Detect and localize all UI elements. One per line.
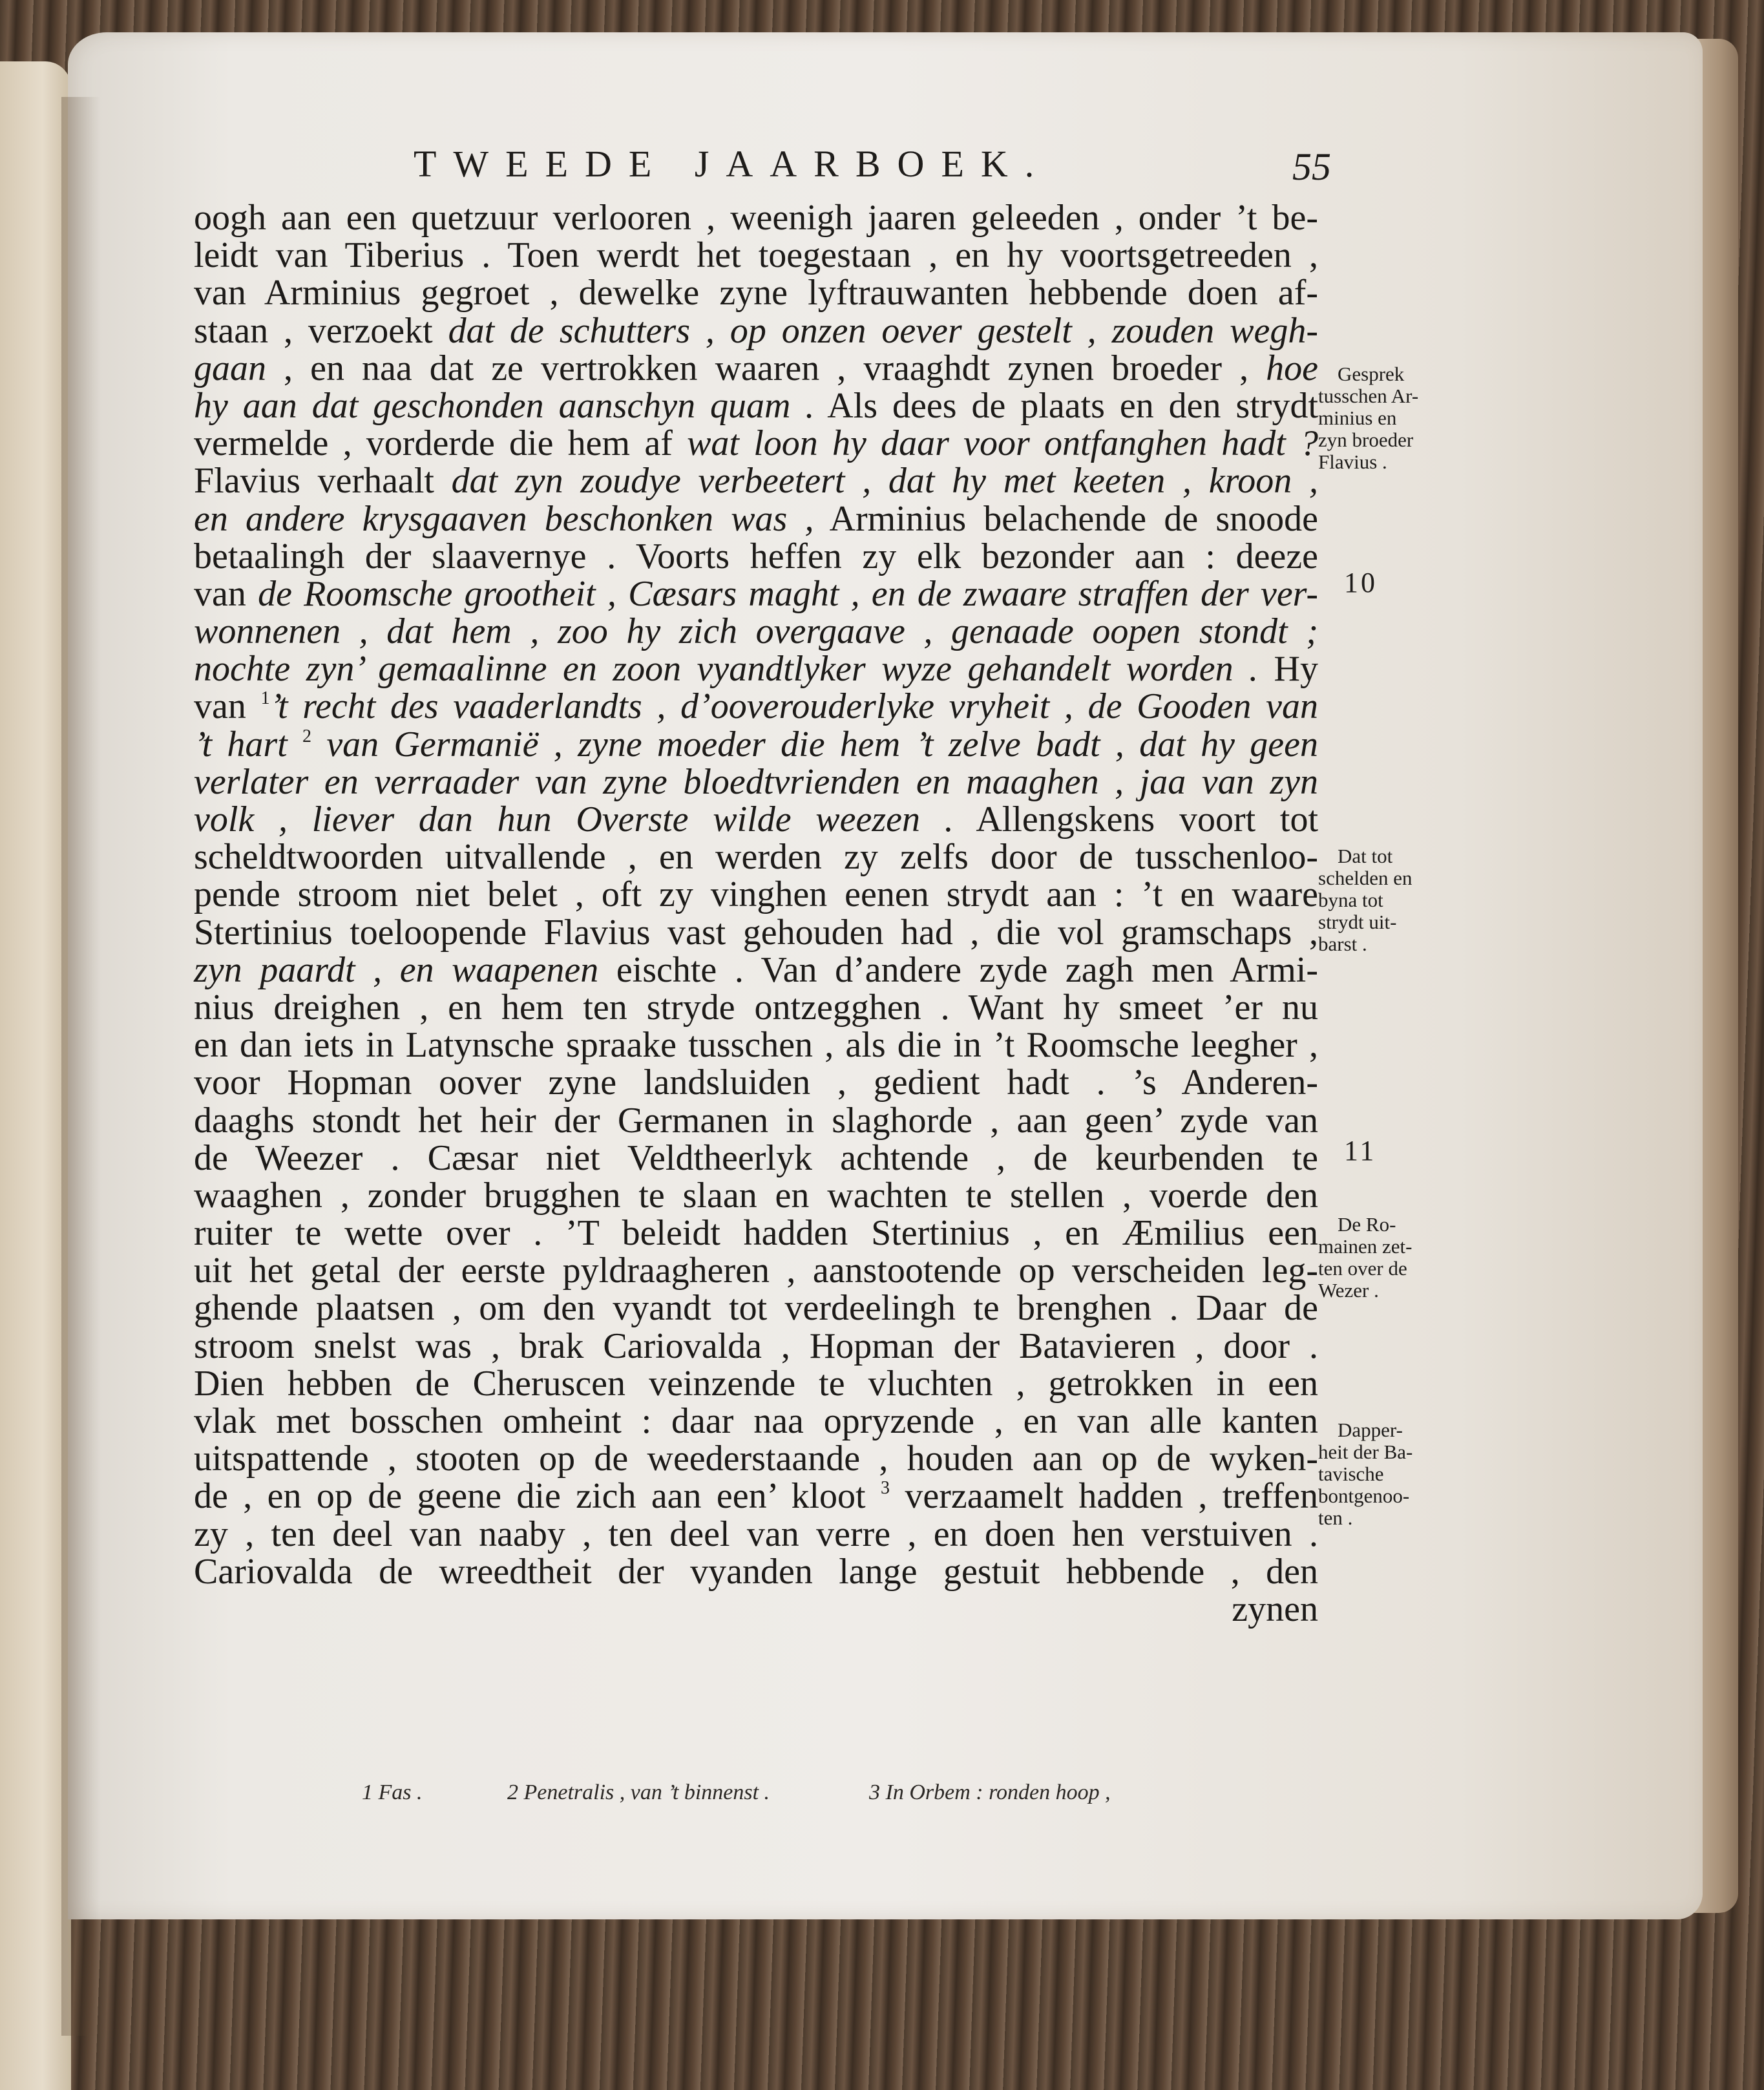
text-line: [194, 1365, 1318, 1402]
facing-page-edge: [0, 61, 71, 2090]
text-run: dat zyn zoudye verbeetert , dat hy met keeten , kroon ,: [451, 461, 1318, 501]
margin-note-line: strydt uit-: [1318, 911, 1397, 933]
text-run: staan , verzoekt: [194, 310, 448, 351]
text-run: Arminius belachende de snoode: [814, 498, 1318, 539]
running-title: TWEEDE JAARBOEK.: [414, 143, 1051, 185]
footnote-marker: 2: [302, 726, 311, 746]
text-run: hoe: [1266, 348, 1318, 388]
margin-note: [1318, 845, 1460, 955]
text-run: nochte zyn’ gemaalinne en zoon vyandtlyker wyze gehandelt worden .: [194, 649, 1259, 690]
text-line: [194, 237, 1318, 274]
text-run: van: [194, 573, 258, 614]
page-number: 55: [1292, 145, 1331, 188]
text-run: hy aan dat geschonden aanschyn quam .: [194, 385, 815, 426]
text-line: [194, 1177, 1318, 1214]
text-run: Hy: [1258, 649, 1318, 690]
text-line: [194, 462, 1318, 500]
text-run: nius dreighen , en hem ten stryde ontzegghen . Want hy smeet ’er nu: [194, 987, 1318, 1028]
text-run: verlater en verraader van zyne bloedtvrienden en maaghen , jaa van zyn: [194, 761, 1318, 802]
text-line: [194, 1553, 1318, 1590]
text-run: de Weezer . Cæsar niet Veldtheerlyk achtende , de keurbenden te: [194, 1137, 1318, 1178]
margin-note-line: minius en: [1318, 406, 1397, 429]
text-line: [194, 500, 1318, 538]
footnote: 3 In Orbem : ronden hoop ,: [869, 1780, 1111, 1804]
text-line: [194, 914, 1318, 951]
text-line: [194, 1252, 1318, 1289]
text-line: [194, 726, 1318, 763]
text-run: van: [194, 686, 261, 727]
text-line: [194, 1477, 1318, 1515]
margin-note: [1318, 1419, 1460, 1529]
text-line: [194, 387, 1318, 425]
text-line: [194, 876, 1318, 913]
text-run: dat de schutters , op onzen oever gestelt , zouden wegh-: [448, 310, 1319, 351]
text-run: ’t hart: [194, 724, 302, 765]
text-line: [194, 312, 1318, 350]
text-run: scheldtwoorden uitvallende , en werden zy zelfs door de tusschenloo-: [194, 837, 1318, 878]
text-run: waaghen , zonder brugghen te slaan en wachten te stellen , voerde den: [194, 1175, 1318, 1216]
text-run: ruiter te wette over . ’T beleidt hadden Stertinius , en Æmilius een: [194, 1213, 1318, 1254]
body-text: [194, 199, 1318, 1628]
text-line: [194, 650, 1318, 688]
text-run: van Germanië , zyne moeder die hem ’t zelve badt , dat hy geen: [311, 724, 1319, 765]
text-run: wat loon hy daar voor ontfanghen hadt ?: [687, 423, 1319, 464]
text-run: gaan: [194, 348, 266, 388]
margin-note-line: tavische: [1318, 1462, 1384, 1485]
text-run: daaghs stondt het heir der Germanen in slaghorde , aan geen’ zyde van: [194, 1100, 1318, 1141]
text-line: [194, 274, 1318, 311]
margin-note-line: ten .: [1318, 1506, 1353, 1529]
text-run: pende stroom niet belet , oft zy vinghen eenen strydt aan : ’t en waare: [194, 874, 1318, 915]
text-line: [194, 1402, 1318, 1440]
text-run: betaalingh der slaavernye . Voorts heffen zy elk bezonder aan : deeze: [194, 536, 1318, 576]
margin-note-line: heit der Ba-: [1318, 1441, 1413, 1463]
margin-note-line: tusschen Ar-: [1318, 385, 1419, 407]
footnote-marker: 3: [880, 1478, 890, 1499]
text-run: verzaamelt hadden , treffen: [889, 1476, 1318, 1517]
text-line: [194, 989, 1318, 1026]
text-run: , en naa dat ze vertrokken waaren , vraaghdt zynen broeder ,: [266, 348, 1266, 388]
text-line: [194, 801, 1318, 838]
text-run: en dan iets in Latynsche spraake tusschen , als die in ’t Roomsche leegher ,: [194, 1025, 1318, 1066]
text-run: en andere krysgaaven beschonken was ,: [194, 498, 814, 539]
section-number: 10: [1344, 567, 1378, 598]
text-run: oogh aan een quetzuur verlooren , weenigh jaaren geleeden , onder ’t be-: [194, 198, 1318, 238]
text-line: [194, 199, 1318, 237]
text-run: ’t recht des vaaderlandts , d’ooverouderlyke vryheit , de Gooden van: [269, 686, 1318, 727]
footnotes: [362, 1780, 1266, 1813]
text-run: de Roomsche grootheit , Cæsars maght , en de zwaare straffen der ver-: [258, 573, 1319, 614]
text-run: stroom snelst was , brak Cariovalda , Hopman der Batavieren , door .: [194, 1325, 1318, 1366]
section-number: 11: [1344, 1135, 1377, 1166]
text-line: [194, 1440, 1318, 1477]
text-run: vermelde , vorderde die hem af: [194, 423, 688, 464]
text-line: [194, 425, 1318, 462]
text-run: wonnenen , dat hem , zoo hy zich overgaave , genaade oopen stondt ;: [194, 611, 1318, 652]
page-header: [414, 142, 1331, 194]
text-line: [194, 575, 1318, 613]
margin-note-line: bontgenoo-: [1318, 1484, 1410, 1507]
text-run: van Arminius gegroet , dewelke zyne lyftrauwanten hebbende doen af-: [194, 273, 1318, 313]
text-line: [194, 763, 1318, 801]
text-line: [194, 1289, 1318, 1327]
text-run: Allengskens voort tot: [953, 799, 1318, 839]
text-run: uit het getal der eerste pyldraagheren , aanstootende op verscheiden leg-: [194, 1251, 1318, 1291]
margin-note-line: Wezer .: [1318, 1279, 1379, 1302]
text-line: [194, 838, 1318, 876]
margin-note-line: Flavius .: [1318, 450, 1387, 473]
gutter-shadow: [61, 97, 100, 2036]
footnote-marker: 1: [260, 688, 270, 709]
text-run: zy , ten deel van naaby , ten deel van verre , en doen hen verstuiven .: [194, 1514, 1318, 1554]
text-run: leidt van Tiberius . Toen werdt het toegestaan , en hy voortsgetreeden ,: [194, 235, 1318, 276]
text-line: [194, 1102, 1318, 1139]
margin-note-line: barst .: [1318, 933, 1367, 955]
text-run: de , en op de geene die zich aan een’ kloot: [194, 1476, 881, 1517]
text-line: [194, 1214, 1318, 1252]
text-run: Flavius verhaalt: [194, 461, 452, 501]
text-line: [194, 951, 1318, 989]
margin-note-line: ten over de: [1318, 1257, 1407, 1280]
margin-note-line: De Ro-: [1338, 1213, 1396, 1236]
text-line: [194, 1515, 1318, 1553]
text-run: volk , liever dan hun Overste wilde weezen .: [194, 799, 954, 839]
text-line: [194, 613, 1318, 650]
margin-note-line: zyn broeder: [1318, 428, 1414, 451]
text-line: [194, 1139, 1318, 1177]
margin-note-line: Gesprek: [1338, 363, 1405, 385]
text-run: voor Hopman oover zyne landsluiden , gedient hadt . ’s Anderen-: [194, 1062, 1318, 1103]
text-run: Dien hebben de Cheruscen veinzende te vluchten , getrokken in een: [194, 1363, 1318, 1404]
text-line: [194, 688, 1318, 725]
catchword: zynen: [1232, 1589, 1318, 1629]
text-line: [194, 1064, 1318, 1101]
margin-note: [1318, 1214, 1460, 1302]
margin-note: [1318, 363, 1460, 473]
margin-note-line: Dat tot: [1338, 845, 1393, 867]
text-run: ghende plaatsen , om den vyandt tot verdeelingh te brenghen . Daar de: [194, 1288, 1318, 1329]
margin-note-line: Dapper-: [1338, 1419, 1403, 1441]
margin-note-line: mainen zet-: [1318, 1235, 1412, 1258]
text-run: Cariovalda de wreedtheit der vyanden lange gestuit hebbende , den: [194, 1551, 1318, 1592]
text-line: [194, 538, 1318, 575]
margin-note-line: schelden en: [1318, 867, 1412, 889]
text-run: Als dees de plaats en den strydt: [814, 385, 1319, 426]
margin-note-line: byna tot: [1318, 889, 1383, 911]
footnote: 1 Fas .: [362, 1780, 423, 1804]
text-run: zyn paardt , en waapenen: [194, 949, 599, 990]
text-line: [194, 1327, 1318, 1365]
text-line: [194, 350, 1318, 387]
text-run: Stertinius toeloopende Flavius vast gehouden had , die vol gramschaps ,: [194, 912, 1318, 953]
text-run: eischte . Van d’andere zyde zagh men Armi-: [598, 949, 1318, 990]
text-line: [194, 1026, 1318, 1064]
text-run: vlak met bosschen omheint : daar naa opryzende , en van alle kanten: [194, 1401, 1318, 1441]
text-run: uitspattende , stooten op de weederstaande , houden aan op de wyken-: [194, 1439, 1318, 1479]
footnote: 2 Penetralis , van ’t binnenst .: [507, 1780, 770, 1804]
